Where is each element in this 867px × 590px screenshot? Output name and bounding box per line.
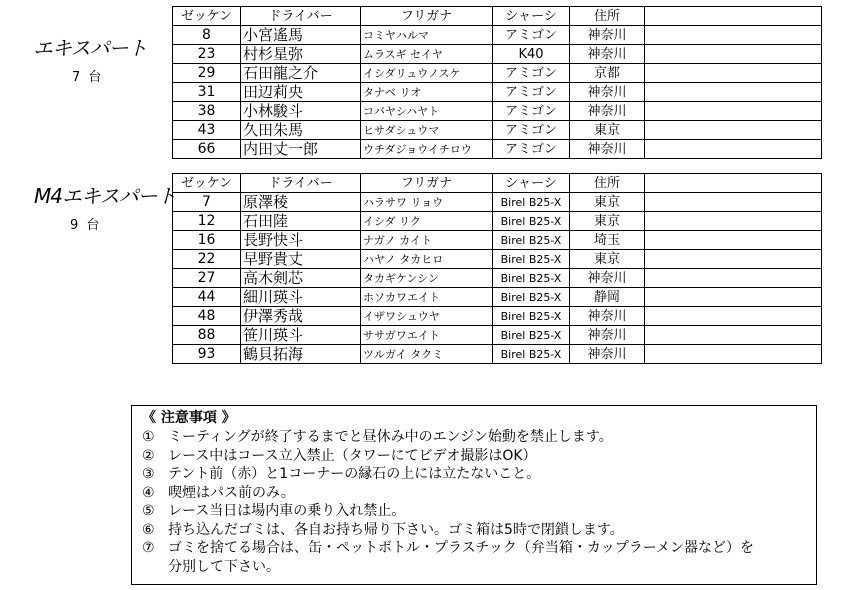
cell-chassis: K40 <box>493 45 570 64</box>
cell-chassis: アミゴン <box>493 83 570 102</box>
cell-chassis: アミゴン <box>493 140 570 159</box>
cell-furigana: ツルガイ タクミ <box>361 345 493 364</box>
cell-furigana: ハラサワ リョウ <box>361 193 493 212</box>
cell-chassis: アミゴン <box>493 102 570 121</box>
table-row <box>173 102 822 121</box>
cell-number: 88 <box>173 326 241 345</box>
cell-blank <box>645 121 822 140</box>
entry-table-m4-expert <box>172 173 822 364</box>
table-row <box>173 26 822 45</box>
cell-number: 12 <box>173 212 241 231</box>
cell-number: 16 <box>173 231 241 250</box>
note-item <box>142 484 810 503</box>
note-item <box>142 447 810 466</box>
cell-blank <box>645 307 822 326</box>
table-row <box>173 83 822 102</box>
cell-furigana: イシダリュウノスケ <box>361 64 493 83</box>
cell-number: 44 <box>173 288 241 307</box>
cell-chassis: アミゴン <box>493 64 570 83</box>
cell-furigana: ササガワエイト <box>361 326 493 345</box>
cell-furigana: ウチダジョウイチロウ <box>361 140 493 159</box>
class-title-m4-expert: M4エキスパート <box>34 184 176 208</box>
cell-driver: 村杉星弥 <box>241 45 361 64</box>
header-address: 住所 <box>570 174 645 193</box>
cell-chassis: Birel B25-X <box>493 193 570 212</box>
cell-driver: 細川瑛斗 <box>241 288 361 307</box>
cell-address: 神奈川 <box>570 102 645 121</box>
cell-chassis: Birel B25-X <box>493 269 570 288</box>
cell-furigana: ホソカワエイト <box>361 288 493 307</box>
cell-blank <box>645 269 822 288</box>
table-row <box>173 64 822 83</box>
cell-blank <box>645 26 822 45</box>
cell-chassis: Birel B25-X <box>493 326 570 345</box>
note-item <box>142 465 810 484</box>
cell-driver: 久田朱馬 <box>241 121 361 140</box>
cell-number: 8 <box>173 26 241 45</box>
cell-number: 29 <box>173 64 241 83</box>
cell-number: 23 <box>173 45 241 64</box>
note-mark: ⑥ <box>142 521 155 538</box>
note-text: テント前（赤）と1コーナーの縁石の上には立たないこと。 <box>168 466 541 482</box>
notes-title: 《 注意事項 》 <box>142 410 236 426</box>
header-driver: ドライバー <box>241 174 361 193</box>
header-number: ゼッケン <box>173 174 241 193</box>
cell-blank <box>645 250 822 269</box>
cell-furigana: タナベ リオ <box>361 83 493 102</box>
header-chassis: シャーシ <box>493 7 570 26</box>
cell-address: 埼玉 <box>570 231 645 250</box>
cell-furigana: ナガノ カイト <box>361 231 493 250</box>
table-row <box>173 269 822 288</box>
table-row <box>173 288 822 307</box>
cell-furigana: コバヤシハヤト <box>361 102 493 121</box>
cell-number: 43 <box>173 121 241 140</box>
cell-address: 神奈川 <box>570 269 645 288</box>
note-mark: ⑦ <box>142 540 155 556</box>
cell-chassis: Birel B25-X <box>493 250 570 269</box>
cell-driver: 原澤稜 <box>241 193 361 212</box>
cell-furigana: ヒサダシュウマ <box>361 121 493 140</box>
cell-address: 神奈川 <box>570 345 645 364</box>
cell-blank <box>645 345 822 364</box>
cell-address: 東京 <box>570 212 645 231</box>
header-furigana: フリガナ <box>361 7 493 26</box>
entry-table-expert <box>172 6 822 159</box>
cell-chassis: Birel B25-X <box>493 231 570 250</box>
cell-address: 神奈川 <box>570 45 645 64</box>
cell-blank <box>645 288 822 307</box>
note-mark: ⑤ <box>142 503 155 519</box>
cell-address: 東京 <box>570 250 645 269</box>
table-row <box>173 140 822 159</box>
cell-address: 神奈川 <box>570 307 645 326</box>
header-furigana: フリガナ <box>361 174 493 193</box>
cell-blank <box>645 193 822 212</box>
cell-driver: 鶴貝拓海 <box>241 345 361 364</box>
cell-driver: 小宮遙馬 <box>241 26 361 45</box>
cell-chassis: Birel B25-X <box>493 212 570 231</box>
note-text: 持ち込んだゴミは、各自お持ち帰り下さい。ゴミ箱は5時で閉鎖します。 <box>168 521 624 538</box>
cell-number: 66 <box>173 140 241 159</box>
class-count-expert: 7 台 <box>72 70 104 85</box>
cell-driver: 伊澤秀哉 <box>241 307 361 326</box>
cell-address: 神奈川 <box>570 83 645 102</box>
cell-address: 神奈川 <box>570 26 645 45</box>
table-row <box>173 345 822 364</box>
note-mark: ① <box>142 429 155 445</box>
table-row <box>173 121 822 140</box>
cell-address: 神奈川 <box>570 140 645 159</box>
cell-blank <box>645 102 822 121</box>
note-mark: ④ <box>142 484 155 501</box>
cell-chassis: アミゴン <box>493 26 570 45</box>
table-header-row <box>173 7 822 26</box>
header-driver: ドライバー <box>241 7 361 26</box>
cell-furigana: コミヤハルマ <box>361 26 493 45</box>
cell-address: 静岡 <box>570 288 645 307</box>
cell-number: 31 <box>173 83 241 102</box>
cell-furigana: タカギケンシン <box>361 269 493 288</box>
note-item <box>142 521 810 540</box>
cell-driver: 石田陸 <box>241 212 361 231</box>
header-chassis: シャーシ <box>493 174 570 193</box>
cell-blank <box>645 64 822 83</box>
note-continuation: 分別して下さい。 <box>168 558 280 575</box>
header-blank <box>645 174 822 193</box>
table-row <box>173 250 822 269</box>
note-item <box>142 428 810 447</box>
cell-driver: 内田丈一郎 <box>241 140 361 159</box>
cell-blank <box>645 83 822 102</box>
table-row <box>173 326 822 345</box>
note-text: レース当日は場内車の乗り入れ禁止。 <box>168 503 406 519</box>
header-blank <box>645 7 822 26</box>
cell-driver: 笹川瑛斗 <box>241 326 361 345</box>
header-address: 住所 <box>570 7 645 26</box>
header-number: ゼッケン <box>173 7 241 26</box>
cell-blank <box>645 140 822 159</box>
cell-chassis: Birel B25-X <box>493 288 570 307</box>
class-count-m4-expert: 9 台 <box>70 218 102 233</box>
cell-furigana: ハヤノ タカヒロ <box>361 250 493 269</box>
cell-number: 93 <box>173 345 241 364</box>
cell-address: 神奈川 <box>570 326 645 345</box>
cell-blank <box>645 231 822 250</box>
cell-driver: 高木剣芯 <box>241 269 361 288</box>
table-row <box>173 45 822 64</box>
table-header-row <box>173 174 822 193</box>
table-row <box>173 193 822 212</box>
cell-number: 38 <box>173 102 241 121</box>
cell-chassis: Birel B25-X <box>493 307 570 326</box>
cell-address: 東京 <box>570 193 645 212</box>
cell-address: 東京 <box>570 121 645 140</box>
cell-furigana: イザワシュウヤ <box>361 307 493 326</box>
cell-number: 48 <box>173 307 241 326</box>
note-mark: ③ <box>142 466 155 482</box>
cell-driver: 田辺莉央 <box>241 83 361 102</box>
note-text: ミーティングが終了するまでと昼休み中のエンジン始動を禁止します。 <box>168 429 613 445</box>
note-text: ゴミを捨てる場合は、缶・ペットボトル・プラスチック（弁当箱・カップラーメン器など）を <box>168 540 755 556</box>
cell-number: 22 <box>173 250 241 269</box>
cell-number: 7 <box>173 193 241 212</box>
cell-blank <box>645 326 822 345</box>
cell-driver: 長野快斗 <box>241 231 361 250</box>
cell-blank <box>645 45 822 64</box>
cell-number: 27 <box>173 269 241 288</box>
cell-furigana: ムラスギ セイヤ <box>361 45 493 64</box>
cell-driver: 小林駿斗 <box>241 102 361 121</box>
note-text: レース中はコース立入禁止（タワーにてビデオ撮影はOK） <box>168 447 537 464</box>
class-title-expert: エキスパート <box>33 36 147 60</box>
cell-driver: 石田龍之介 <box>241 64 361 83</box>
note-item <box>142 539 810 558</box>
cell-chassis: アミゴン <box>493 121 570 140</box>
cell-chassis: Birel B25-X <box>493 345 570 364</box>
table-row <box>173 307 822 326</box>
cell-driver: 早野貴丈 <box>241 250 361 269</box>
cell-furigana: イシダ リク <box>361 212 493 231</box>
note-item <box>142 502 810 521</box>
table-row <box>173 231 822 250</box>
note-mark: ② <box>142 447 155 464</box>
cell-address: 京都 <box>570 64 645 83</box>
notes-box <box>131 405 817 585</box>
cell-blank <box>645 212 822 231</box>
note-text: 喫煙はパス前のみ。 <box>168 484 295 501</box>
table-row <box>173 212 822 231</box>
